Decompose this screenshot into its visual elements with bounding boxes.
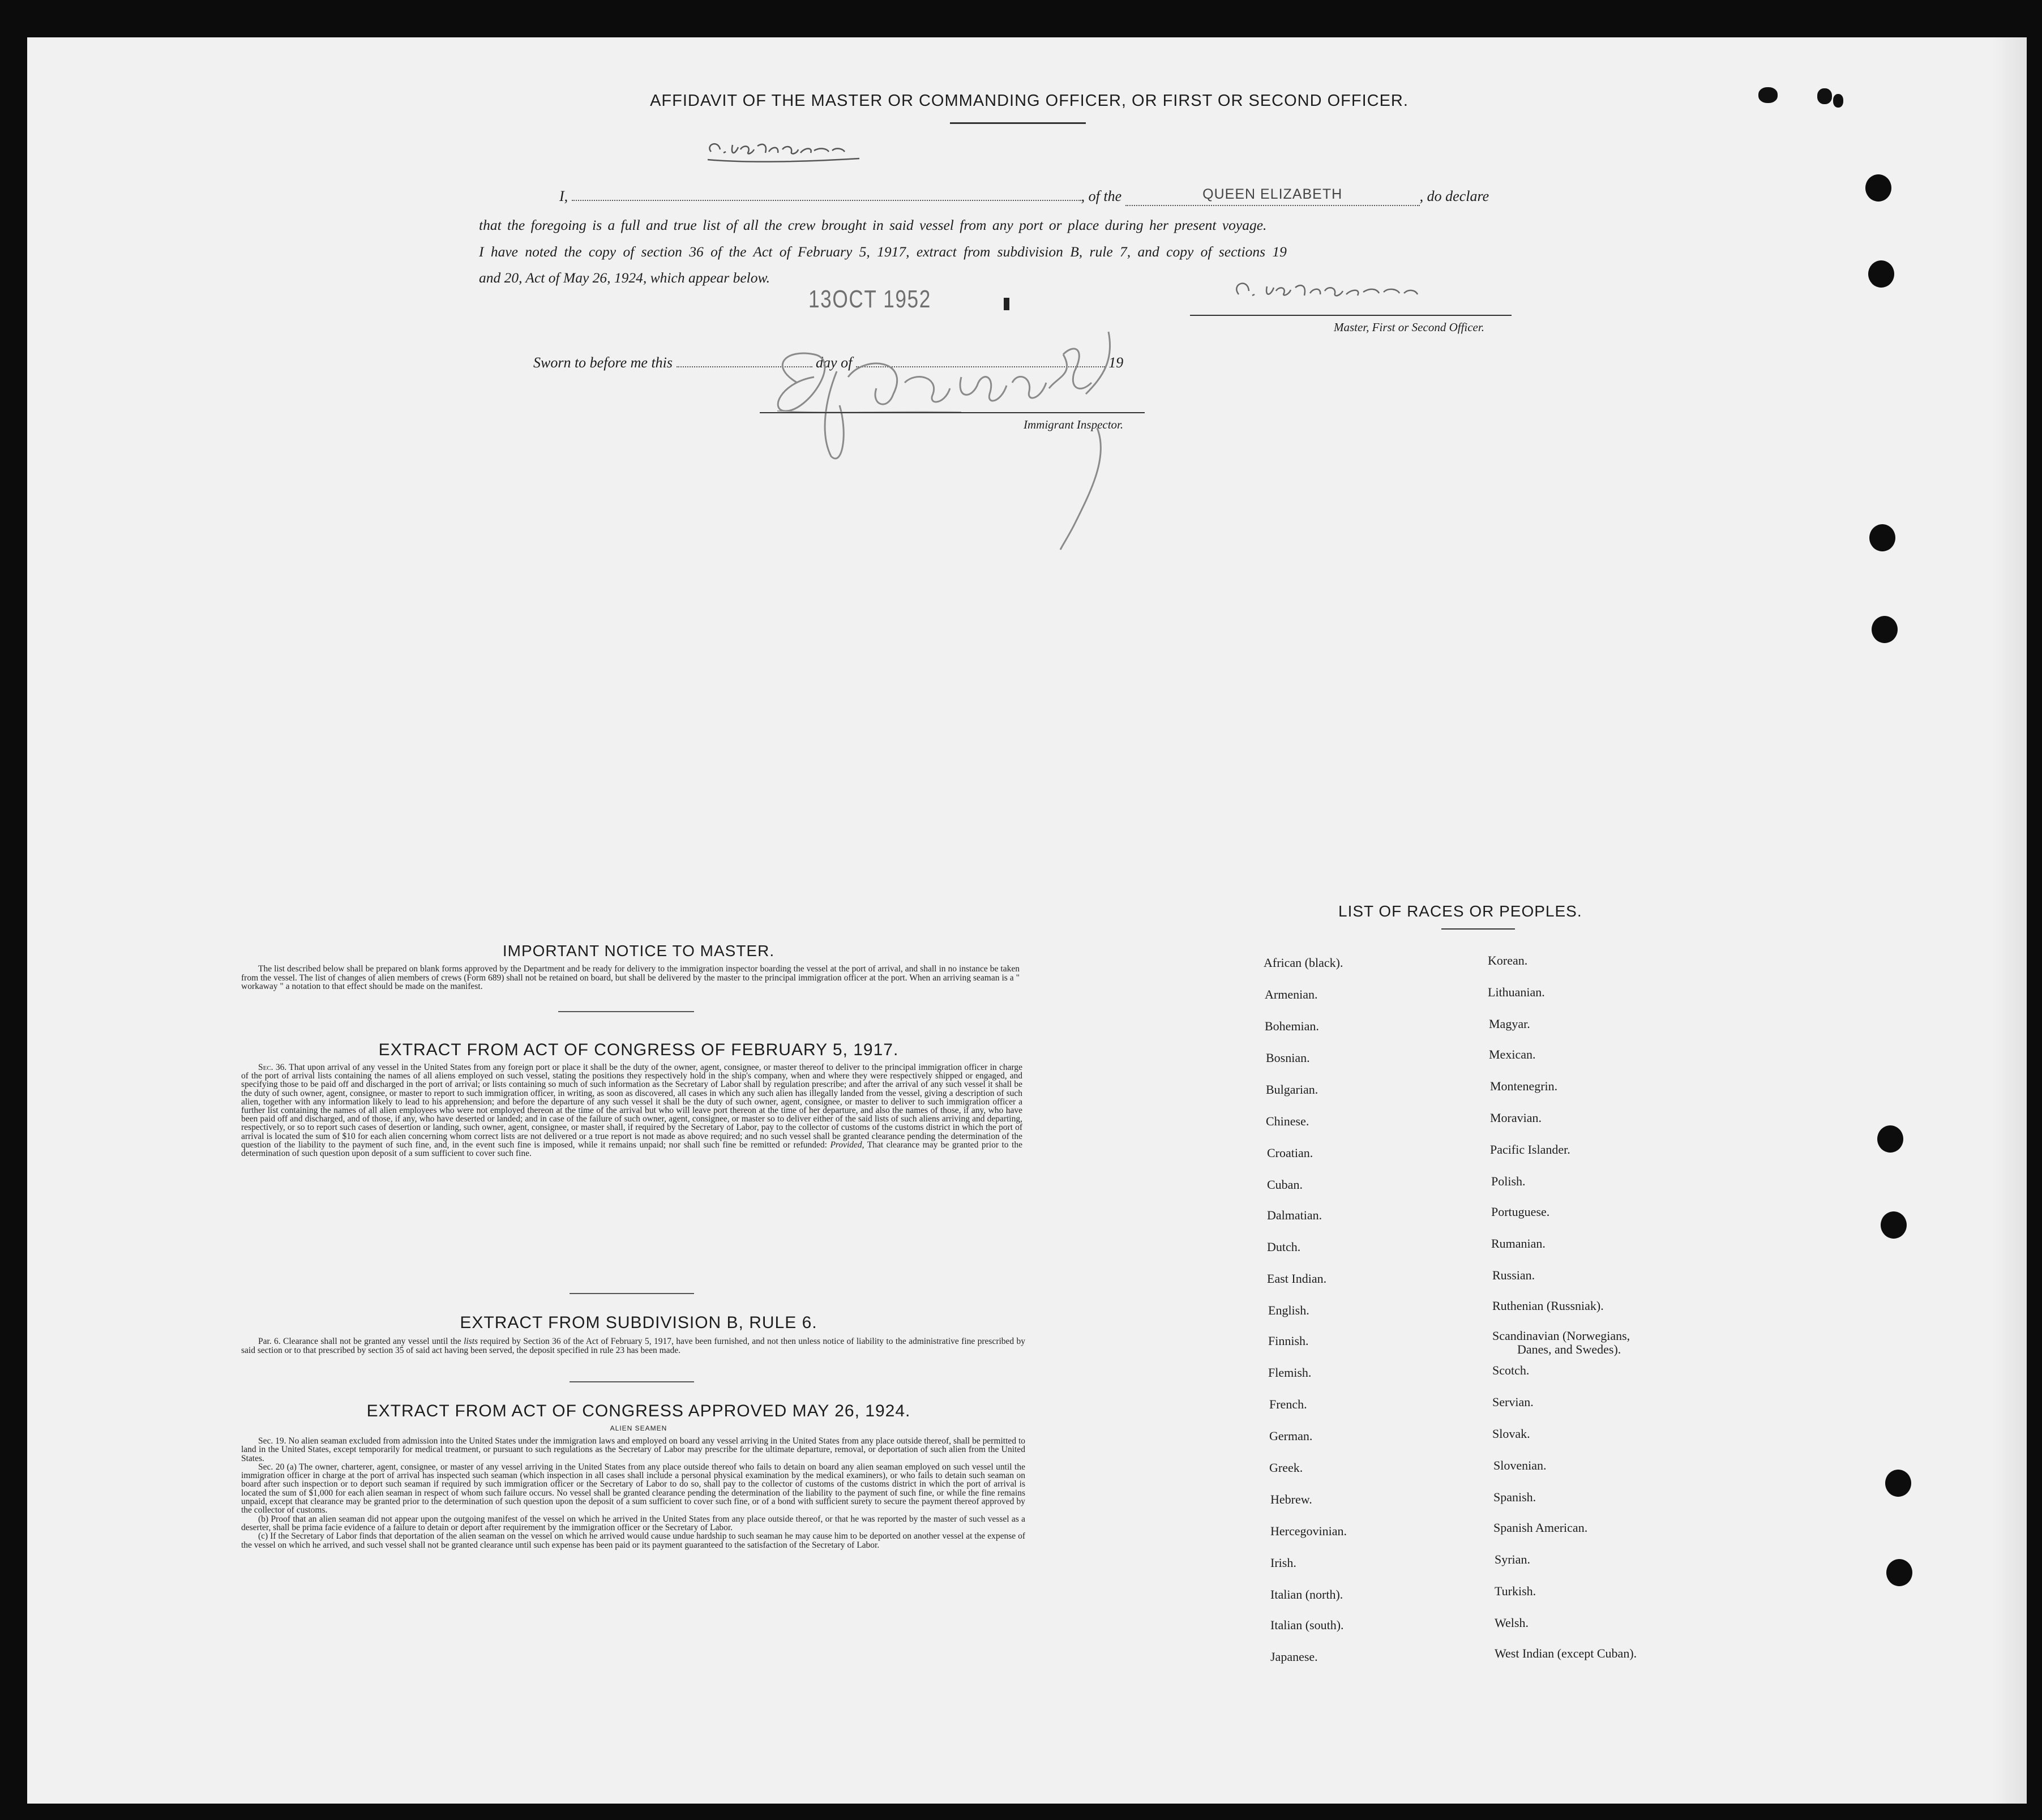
provided-word: Provided,	[830, 1140, 864, 1150]
page-edge-shadow	[1993, 37, 2027, 1804]
corner-mark	[1817, 88, 1832, 104]
sec-20a-text: Sec. 20 (a) The owner, charterer, agent, consignee, or master of any vessel arriving in the United States from any place outside thereof who fails to detain on board any alien seaman employed on such vessel until the immigration officer in charge at the port of arrival has inspected such seaman (which inspection in all cases shall include a personal physical examination by the medical examiners), or who fails to detain such seaman on board after such inspection or to deport such seaman if required by such immigration officer or the Secretary of Labor to do so, shall pay to the collector of customs of the customs district in which the port of arrival is located the sum of $1,000 for each alien seaman in respect of whom such failure occurs. No vessel shall be granted clearance pending the determination of the liability to the payment of such fine, or while the fine remains unpaid, except that clearance may be granted prior to the determination of such question upon the deposit of a sum sufficient to cover such fine, or of a bond with sufficient surety to secure the payment thereof approved by the collector of customs.	[241, 1462, 1025, 1515]
inspector-signature-line	[760, 412, 1145, 413]
affidavit-title: AFFIDAVIT OF THE MASTER OR COMMANDING OFFICER, OR FIRST OR SECOND OFFICER.	[650, 92, 1409, 110]
race-item: Portuguese.	[1491, 1205, 1550, 1219]
master-signature-line	[1190, 315, 1512, 316]
sec-19-text: Sec. 19. No alien seaman excluded from admission into the United States under the immigration laws and employed on board any vessel arriving in the United States from any place outside thereof, shall be permitted to land in the United States, except temporarily for medical treatment, or pursuant to such regulations as the Secretary of Labor may prescribe for the ultimate departure, removal, or deportation of such alien from the United States.	[241, 1436, 1025, 1463]
race-item: Cuban.	[1267, 1177, 1303, 1192]
race-item: Korean.	[1488, 953, 1528, 967]
race-item: Scotch.	[1492, 1363, 1530, 1377]
notice-paragraph: The list described below shall be prepared on blank forms approved by the Department and be ready for delivery to the immigration inspector boarding the vessel at the port of arrival, and shall in no instance be taken from the vessel. The list of changes of alien members of crews (Form 689) shall not be retained on board, but shall be delivered by the master to the principal immigration officer at the port. When an arriving seaman is a " workaway " a notation to that effect should be made on the manifest.	[241, 964, 1020, 991]
race-item: Polish.	[1491, 1174, 1526, 1188]
punch-hole	[1865, 174, 1891, 202]
race-item: French.	[1269, 1397, 1307, 1411]
race-item: Greek.	[1269, 1461, 1303, 1475]
extract-1924-title: EXTRACT FROM ACT OF CONGRESS APPROVED MAY 26, 1924.	[366, 1402, 911, 1420]
punch-hole	[1869, 524, 1895, 551]
race-item: East Indian.	[1267, 1271, 1327, 1286]
extract-sub-b-title: EXTRACT FROM SUBDIVISION B, RULE 6.	[460, 1313, 817, 1332]
document-page	[27, 37, 2027, 1804]
race-item: Hebrew.	[1270, 1492, 1312, 1506]
race-item: Slovenian.	[1493, 1458, 1547, 1472]
race-item: Pacific Islander.	[1490, 1142, 1570, 1157]
race-item: Ruthenian (Russniak).	[1492, 1299, 1604, 1313]
affidavit-line-2: that the foregoing is a full and true list of all the crew brought in said vessel from any port or place during her present voyage.	[479, 217, 1267, 233]
race-item: Rumanian.	[1491, 1236, 1546, 1251]
race-item: Finnish.	[1268, 1334, 1309, 1348]
punch-hole	[1868, 260, 1894, 288]
race-item: Moravian.	[1490, 1111, 1542, 1125]
race-item: Slovak.	[1492, 1427, 1530, 1441]
affidavit-line-1	[559, 188, 1578, 206]
sworn-year: 19	[1108, 354, 1124, 371]
race-item: Chinese.	[1266, 1114, 1309, 1128]
par-6-label: Par. 6.	[258, 1337, 281, 1346]
stamp-mark	[1004, 298, 1009, 310]
race-item: Spanish.	[1493, 1490, 1536, 1504]
section-divider	[558, 1011, 694, 1012]
notice-text	[241, 965, 1020, 991]
inspector-caption: Immigrant Inspector.	[1024, 418, 1124, 431]
affidavit-line-4: and 20, Act of May 26, 1924, which appear below.	[479, 269, 770, 286]
corner-mark	[1833, 94, 1843, 108]
race-item: Italian (north).	[1270, 1587, 1343, 1601]
race-item: Montenegrin.	[1490, 1079, 1558, 1093]
races-underline	[1441, 928, 1515, 930]
races-title: LIST OF RACES OR PEOPLES.	[1338, 902, 1582, 920]
punch-hole	[1886, 1559, 1912, 1586]
affidavit-of-the: , of the	[1081, 188, 1122, 204]
par-6-body-a: Clearance shall not be granted any vessel until the	[283, 1337, 461, 1346]
master-caption: Master, First or Second Officer.	[1334, 320, 1484, 334]
sec-36-label: Sec. 36.	[258, 1063, 287, 1072]
race-item: African (black).	[1264, 956, 1343, 970]
race-item: Italian (south).	[1270, 1618, 1344, 1632]
race-item: Hercegovinian.	[1270, 1524, 1347, 1538]
sec-36-end: That clearance may be granted prior to the determination of such question upon deposit of a sum sufficient to cover such fine.	[241, 1140, 1022, 1159]
race-item: Armenian.	[1265, 987, 1318, 1001]
sworn-prefix: Sworn to before me this	[533, 354, 673, 371]
race-item: Servian.	[1492, 1395, 1534, 1409]
section-divider	[570, 1381, 694, 1382]
master-signature	[1227, 273, 1454, 312]
race-item: Bohemian.	[1265, 1019, 1319, 1033]
race-item-line: Scandinavian (Norwegians,	[1492, 1329, 1630, 1343]
race-item: Dalmatian.	[1267, 1208, 1322, 1222]
sec-20b-text: (b) Proof that an alien seaman did not appear upon the outgoing manifest of the vessel on which he arrived in the United States from any place outside thereof, or that he was reported by the master of such vessel as a deserter, shall be prima facie evidence of a failure to detain or deport after requirement by the immigration officer or the Secretary of Labor.	[241, 1514, 1025, 1532]
race-item: Welsh.	[1495, 1616, 1529, 1630]
lists-word: lists	[464, 1337, 478, 1346]
race-item	[1492, 1329, 1630, 1356]
sec-36-body: That upon arrival of any vessel in the United States from any foreign port or place it shall be the duty of the owner, agent, consignee, or master thereof to deliver to the principal immigration officer in charge of the port of arrival lists containing the names of all aliens employed on such vessel, stating the positions they respectively hold in the ship's company, when and where they were respectively shipped or engaged, and specifying those to be paid off and discharged in the port of arrival; or lists containing so much of such information as the Secretary of Labor shall by regulation prescribe; and after the arrival of any such vessel it shall be the duty of such owner, agent, consignee, or master to report to such immigration officer, in writing, as soon as discovered, all cases in which any such alien has illegally landed from the vessel, giving a description of such alien, together with any information likely to lead to his apprehension; and before the departure of any such vessel it shall be the duty of such owner, agent, consignee, or master to deliver to such immigration officer a further list containing the names of all alien employees who were not employed thereon at the time of the arrival but who will leave port thereon at the time of her departure, and also the names of those, if any, who have been paid off and discharged, and of those, if any, who have deserted or landed; and in case of the failure of such owner, agent, consignee, or master so to deliver either of the said lists of such aliens arriving and departing, respectively, or so to report such cases of desertion or landing, such owner, agent, consignee, or master shall, if required by the Secretary of Labor, pay to the collector of customs of the customs district in which the port of arrival is located the sum of $10 for each alien concerning whom correct lists are not delivered or a true report is not made as above required; and no such vessel shall be granted clearance pending the determination of the question of the liability to the payment of such fine, and, in the event such fine is imposed, while it remains unpaid; nor shall such fine be remitted or refunded:	[241, 1063, 1022, 1150]
punch-hole	[1872, 616, 1898, 643]
race-item: Turkish.	[1495, 1584, 1536, 1598]
race-item: Irish.	[1270, 1556, 1296, 1570]
notice-title: IMPORTANT NOTICE TO MASTER.	[502, 942, 775, 960]
race-item: Bulgarian.	[1266, 1082, 1318, 1097]
race-item: Spanish American.	[1493, 1521, 1588, 1535]
sworn-day-of: day of	[816, 354, 853, 371]
race-item: Japanese.	[1270, 1650, 1318, 1664]
affidavit-do-declare: , do declare	[1419, 188, 1489, 204]
race-item: Dutch.	[1267, 1240, 1301, 1254]
affidavit-line-3: I have noted the copy of section 36 of the Act of February 5, 1917, extract from subdivision B, rule 7, and copy of sections 19	[479, 243, 1287, 260]
extract-1917-title: EXTRACT FROM ACT OF CONGRESS OF FEBRUARY 5, 1917.	[378, 1040, 899, 1059]
race-item: Flemish.	[1268, 1365, 1312, 1380]
vessel-name-field[interactable]	[1125, 188, 1420, 206]
inspector-signature	[724, 320, 1233, 558]
race-item: Syrian.	[1495, 1552, 1530, 1566]
race-item: Lithuanian.	[1488, 985, 1545, 999]
section-divider	[570, 1293, 694, 1294]
extract-1917-text	[241, 1063, 1022, 1158]
corner-mark	[1758, 87, 1778, 103]
vessel-name-stamp: QUEEN ELIZABETH	[1202, 186, 1343, 202]
extract-1924-text	[241, 1437, 1025, 1549]
race-item: Croatian.	[1267, 1146, 1313, 1160]
race-item: English.	[1268, 1303, 1309, 1317]
title-underline	[950, 122, 1086, 124]
race-item-continuation: Danes, and Swedes).	[1517, 1342, 1621, 1356]
handwritten-name-signature	[701, 132, 871, 169]
race-item: Magyar.	[1489, 1017, 1530, 1031]
par-6-body-b: required by Section 36 of the Act of February 5, 1917, have been furnished, and not then unless notice of liability to the administrative fine prescribed by said section or to that prescribed by section 35 of said act having been served, the deposit specified in rule 23 has been made.	[241, 1337, 1026, 1355]
sec-20c-text: (c) If the Secretary of Labor finds that deportation of the alien seaman on the vessel on which he arrived would cause undue hardship to such seaman he may cause him to be deported on another vessel at the expense of the vessel on which he arrived, and such vessel shall not be granted clearance until such expense has been paid or its payment guaranteed to the satisfaction of the Secretary of Labor.	[241, 1531, 1025, 1550]
master-name-field[interactable]	[572, 200, 1081, 201]
race-item: Russian.	[1492, 1268, 1535, 1282]
punch-hole	[1881, 1211, 1907, 1239]
race-item: West Indian (except Cuban).	[1495, 1646, 1637, 1660]
punch-hole	[1885, 1470, 1911, 1497]
race-item: Bosnian.	[1266, 1051, 1310, 1065]
race-item: Mexican.	[1489, 1047, 1536, 1061]
punch-hole	[1877, 1125, 1903, 1153]
alien-seamen-subtitle: ALIEN SEAMEN	[610, 1424, 667, 1432]
date-stamp: 13OCT 1952	[808, 285, 931, 313]
extract-sub-b-text	[241, 1337, 1025, 1355]
race-item: German.	[1269, 1429, 1313, 1443]
affidavit-prefix: I,	[559, 188, 568, 204]
